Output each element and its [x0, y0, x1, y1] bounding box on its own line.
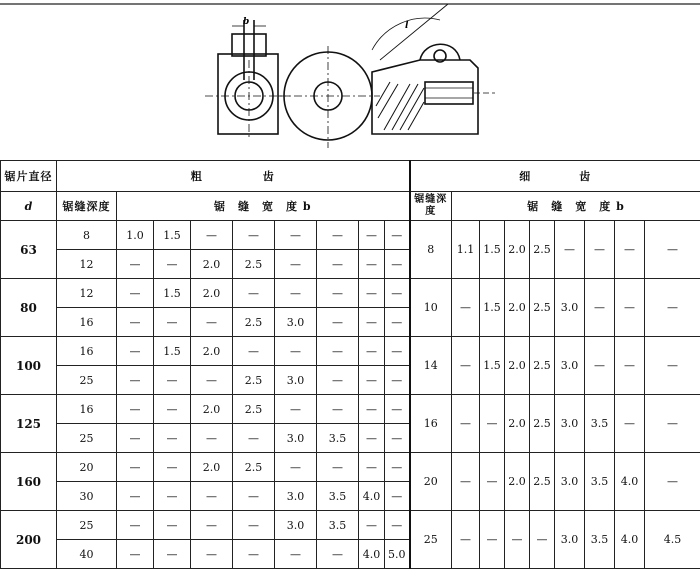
coarse-width-cell: 3.0	[275, 308, 317, 337]
coarse-width-cell: —	[359, 424, 385, 453]
coarse-width-cell: 1.5	[154, 221, 191, 250]
coarse-depth-cell: 25	[57, 366, 117, 395]
saw-slot-figure	[0, 0, 700, 158]
coarse-width-cell: 2.0	[191, 279, 233, 308]
coarse-width-cell: —	[191, 424, 233, 453]
coarse-width-cell: —	[154, 453, 191, 482]
fine-width-cell: —	[615, 395, 645, 453]
dimension-b-label: b	[243, 17, 250, 27]
diameter-cell: 125	[1, 395, 57, 453]
coarse-width-cell: —	[317, 250, 359, 279]
fine-depth-cell: 8	[410, 221, 452, 279]
coarse-width-cell: 1.0	[117, 221, 154, 250]
coarse-width-cell: —	[117, 424, 154, 453]
fine-width-cell: —	[505, 511, 530, 569]
coarse-width-cell: —	[317, 279, 359, 308]
fine-width-cell: 3.0	[555, 337, 585, 395]
fine-width-cell: —	[645, 453, 700, 511]
fine-width-cell: 2.5	[530, 221, 555, 279]
coarse-width-cell: —	[233, 337, 275, 366]
coarse-width-cell: —	[233, 511, 275, 540]
diameter-title: 锯片直径	[1, 161, 57, 192]
coarse-width-cell: 4.0	[359, 540, 385, 569]
fine-width-cell: —	[645, 395, 700, 453]
fine-width-cell: —	[452, 395, 480, 453]
coarse-width-cell: 2.0	[191, 453, 233, 482]
fine-width-cell: 2.0	[505, 279, 530, 337]
coarse-depth-cell: 16	[57, 395, 117, 424]
fine-width-cell: —	[452, 279, 480, 337]
fine-width-cell: 2.5	[530, 279, 555, 337]
fine-width-cell: —	[615, 221, 645, 279]
fine-width-cell: —	[645, 337, 700, 395]
table-row	[1, 453, 700, 482]
coarse-width-cell: —	[359, 250, 385, 279]
fine-width-cell: 1.5	[480, 221, 505, 279]
coarse-width-cell: —	[317, 221, 359, 250]
fine-width-cell: 2.5	[530, 395, 555, 453]
coarse-depth-cell: 25	[57, 511, 117, 540]
coarse-width-cell: —	[359, 279, 385, 308]
coarse-width-cell: —	[275, 395, 317, 424]
coarse-width-cell: —	[191, 366, 233, 395]
fine-width-cell: —	[615, 337, 645, 395]
coarse-width-cell: —	[275, 250, 317, 279]
coarse-width-cell: —	[385, 250, 410, 279]
diameter-cell: 160	[1, 453, 57, 511]
diameter-cell: 80	[1, 279, 57, 337]
fine-width-cell: —	[452, 453, 480, 511]
coarse-depth-cell: 8	[57, 221, 117, 250]
coarse-width-cell: —	[359, 366, 385, 395]
coarse-width-cell: —	[385, 511, 410, 540]
fine-width-cell: 2.5	[530, 337, 555, 395]
coarse-width-cell: 2.5	[233, 366, 275, 395]
coarse-width-cell: 3.0	[275, 424, 317, 453]
fine-width-cell: —	[585, 221, 615, 279]
coarse-width-cell: 2.5	[233, 250, 275, 279]
table-row	[1, 511, 700, 540]
coarse-width-cell: 2.5	[233, 395, 275, 424]
coarse-width-cell: —	[117, 279, 154, 308]
coarse-width-cell: —	[233, 221, 275, 250]
fine-width-cell: 2.0	[505, 337, 530, 395]
fine-width-cell: 3.5	[585, 511, 615, 569]
coarse-width-cell: —	[191, 482, 233, 511]
coarse-width-cell: —	[385, 337, 410, 366]
coarse-width-cell: —	[117, 482, 154, 511]
coarse-width-cell: 2.0	[191, 395, 233, 424]
header-row-top	[1, 161, 700, 192]
coarse-width-cell: —	[117, 366, 154, 395]
coarse-depth-cell: 16	[57, 337, 117, 366]
coarse-width-cell: 1.5	[154, 337, 191, 366]
table-row	[1, 279, 700, 308]
coarse-width-cell: —	[317, 366, 359, 395]
coarse-width-cell: 2.0	[191, 250, 233, 279]
fine-depth-cell: 14	[410, 337, 452, 395]
table-row	[1, 395, 700, 424]
coarse-depth-label: 锯缝深度	[57, 192, 117, 221]
fine-width-cell: —	[645, 221, 700, 279]
coarse-width-cell: 3.5	[317, 482, 359, 511]
fine-width-cell: 3.5	[585, 395, 615, 453]
fine-width-cell: 1.1	[452, 221, 480, 279]
dimension-l-label: l	[405, 21, 409, 31]
coarse-width-cell: —	[233, 424, 275, 453]
diameter-cell: 200	[1, 511, 57, 569]
fine-width-cell: 3.5	[585, 453, 615, 511]
coarse-depth-cell: 16	[57, 308, 117, 337]
coarse-width-cell: 2.0	[191, 337, 233, 366]
fine-depth-cell: 10	[410, 279, 452, 337]
coarse-width-cell: —	[191, 221, 233, 250]
coarse-width-cell: —	[317, 308, 359, 337]
fine-width-cell: 2.0	[505, 395, 530, 453]
fine-width-label: 锯 缝 宽 度 b	[452, 192, 700, 221]
coarse-width-cell: —	[117, 308, 154, 337]
fine-width-cell: 4.0	[615, 511, 645, 569]
coarse-width-cell: —	[154, 482, 191, 511]
coarse-width-cell: —	[275, 453, 317, 482]
coarse-width-cell: —	[191, 511, 233, 540]
fine-depth-cell: 25	[410, 511, 452, 569]
coarse-width-cell: —	[233, 540, 275, 569]
coarse-depth-cell: 12	[57, 279, 117, 308]
fine-width-cell: 4.5	[645, 511, 700, 569]
coarse-width-cell: —	[233, 279, 275, 308]
coarse-depth-cell: 12	[57, 250, 117, 279]
fine-width-cell: 4.0	[615, 453, 645, 511]
coarse-width-cell: 3.0	[275, 482, 317, 511]
fine-width-cell: —	[480, 453, 505, 511]
fine-depth-cell: 20	[410, 453, 452, 511]
diameter-cell: 100	[1, 337, 57, 395]
coarse-width-cell: 1.5	[154, 279, 191, 308]
coarse-width-cell: —	[359, 308, 385, 337]
fine-width-cell: —	[645, 279, 700, 337]
fine-width-cell: —	[480, 395, 505, 453]
coarse-width-cell: —	[233, 482, 275, 511]
saw-width-table	[0, 160, 700, 569]
fine-width-cell: 3.0	[555, 453, 585, 511]
coarse-width-cell: 2.5	[233, 453, 275, 482]
table-row	[1, 337, 700, 366]
coarse-width-cell: —	[154, 250, 191, 279]
table-row	[1, 221, 700, 250]
fine-width-cell: —	[615, 279, 645, 337]
coarse-width-cell: —	[385, 366, 410, 395]
coarse-width-cell: —	[117, 453, 154, 482]
saw-slot-drawing	[0, 0, 700, 158]
fine-width-cell: 3.0	[555, 279, 585, 337]
coarse-width-cell: —	[385, 453, 410, 482]
coarse-width-cell: 3.0	[275, 366, 317, 395]
coarse-width-cell: —	[359, 511, 385, 540]
coarse-width-cell: —	[154, 366, 191, 395]
coarse-width-cell: —	[317, 337, 359, 366]
coarse-width-cell: 2.5	[233, 308, 275, 337]
coarse-width-cell: —	[154, 540, 191, 569]
coarse-width-cell: —	[154, 308, 191, 337]
fine-width-cell: 2.5	[530, 453, 555, 511]
fork-clamp-view	[205, 20, 290, 140]
coarse-width-cell: —	[117, 540, 154, 569]
coarse-width-cell: 4.0	[359, 482, 385, 511]
coarse-width-cell: —	[385, 308, 410, 337]
coarse-width-cell: —	[385, 395, 410, 424]
fine-width-cell: —	[585, 337, 615, 395]
coarse-width-cell: —	[154, 424, 191, 453]
coarse-width-cell: —	[317, 540, 359, 569]
coarse-width-cell: —	[359, 453, 385, 482]
header-row-sub	[1, 192, 700, 221]
coarse-width-cell: 3.5	[317, 424, 359, 453]
coarse-width-cell: —	[275, 279, 317, 308]
coarse-width-cell: —	[154, 511, 191, 540]
fine-width-cell: —	[585, 279, 615, 337]
coarse-width-cell: —	[359, 395, 385, 424]
diameter-symbol: d	[1, 192, 57, 221]
coarse-depth-cell: 25	[57, 424, 117, 453]
coarse-width-cell: —	[117, 250, 154, 279]
coarse-width-cell: —	[275, 540, 317, 569]
coarse-width-cell: 5.0	[385, 540, 410, 569]
coarse-width-cell: —	[154, 395, 191, 424]
coarse-title: 粗 齿	[57, 161, 410, 192]
coarse-width-label: 锯 缝 宽 度 b	[117, 192, 410, 221]
section-hatching	[376, 82, 424, 130]
coarse-width-cell: —	[191, 540, 233, 569]
coarse-width-cell: —	[275, 337, 317, 366]
coarse-depth-cell: 20	[57, 453, 117, 482]
coarse-depth-cell: 30	[57, 482, 117, 511]
fine-title: 细 齿	[410, 161, 700, 192]
coarse-width-cell: —	[117, 395, 154, 424]
coarse-width-cell: —	[385, 221, 410, 250]
coarse-width-cell: —	[359, 221, 385, 250]
coarse-width-cell: —	[317, 453, 359, 482]
fine-width-cell: —	[452, 337, 480, 395]
coarse-width-cell: 3.5	[317, 511, 359, 540]
fine-width-cell: 1.5	[480, 337, 505, 395]
fine-depth-cell: 16	[410, 395, 452, 453]
fine-width-cell: 1.5	[480, 279, 505, 337]
coarse-depth-cell: 40	[57, 540, 117, 569]
fine-width-cell: —	[480, 511, 505, 569]
fine-width-cell: 2.0	[505, 453, 530, 511]
coarse-width-cell: —	[359, 337, 385, 366]
fine-width-cell: —	[452, 511, 480, 569]
fine-depth-label: 锯缝深度	[410, 192, 452, 221]
fine-width-cell: 3.0	[555, 511, 585, 569]
fine-width-cell: 2.0	[505, 221, 530, 279]
coarse-width-cell: —	[191, 308, 233, 337]
coarse-width-cell: —	[385, 424, 410, 453]
coarse-width-cell: —	[317, 395, 359, 424]
coarse-width-cell: —	[275, 221, 317, 250]
coarse-width-cell: 3.0	[275, 511, 317, 540]
coarse-width-cell: —	[385, 482, 410, 511]
coarse-width-cell: —	[385, 279, 410, 308]
fine-width-cell: 3.0	[555, 395, 585, 453]
diameter-cell: 63	[1, 221, 57, 279]
fine-width-cell: —	[530, 511, 555, 569]
coarse-width-cell: —	[117, 337, 154, 366]
fine-width-cell: —	[555, 221, 585, 279]
coarse-width-cell: —	[117, 511, 154, 540]
